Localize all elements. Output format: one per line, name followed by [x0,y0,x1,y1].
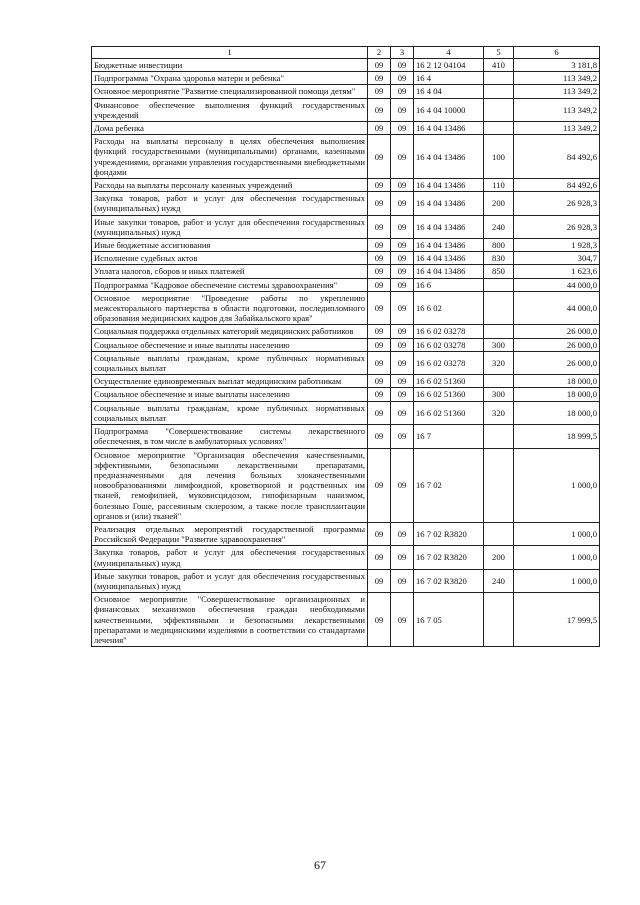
table-row [92,448,600,522]
row-name-cell: Закупка товаров, работ и услуг для обеспечения государственных (муниципальных) нужд [92,192,368,215]
header-cell-4: 4 [414,47,484,59]
header-cell-1: 1 [92,47,368,59]
row-expense-type-cell [484,325,514,338]
row-subsection-cell: 09 [391,215,414,238]
row-expense-type-cell [484,72,514,85]
row-expense-type-cell: 200 [484,546,514,569]
row-expense-type-cell [484,425,514,448]
header-cell-2: 2 [368,47,391,59]
row-name-cell: Социальные выплаты гражданам, кроме публичных нормативных социальных выплат [92,351,368,374]
row-amount-cell: 26 928,3 [514,192,600,215]
table-row [92,291,600,325]
row-section-cell: 09 [368,122,391,135]
row-amount-cell: 3 181,8 [514,59,600,72]
row-name-cell: Финансовое обеспечение выполнения функций государственных учреждений [92,98,368,121]
row-subsection-cell: 09 [391,351,414,374]
row-amount-cell: 84 492,6 [514,135,600,179]
row-target-code-cell: 16 6 02 51360 [414,388,484,401]
row-name-cell: Социальная поддержка отдельных категорий медицинских работников [92,325,368,338]
row-section-cell: 09 [368,401,391,424]
row-name-cell: Иные закупки товаров, работ и услуг для обеспечения государственных (муниципальных) нужд [92,569,368,592]
row-name-cell: Исполнение судебных актов [92,252,368,265]
header-cell-3: 3 [391,47,414,59]
row-target-code-cell: 16 4 04 13486 [414,179,484,192]
row-subsection-cell: 09 [391,98,414,121]
row-name-cell: Основное мероприятие "Совершенствование организационных и финансовых механизмов обеспечения граждан необходимыми качественными, эффективными и безопасными лекарственными препаратами и медицинскими изделиями в соответствии со стандартами лечения" [92,593,368,647]
row-name-cell: Иные закупки товаров, работ и услуг для обеспечения государственных (муниципальных) нужд [92,215,368,238]
row-amount-cell: 84 492,6 [514,179,600,192]
row-expense-type-cell [484,278,514,291]
row-target-code-cell: 16 4 04 13486 [414,135,484,179]
table-row [92,546,600,569]
table-row [92,338,600,351]
row-amount-cell: 113 349,2 [514,85,600,98]
row-subsection-cell: 09 [391,192,414,215]
row-target-code-cell: 16 4 04 13486 [414,215,484,238]
row-expense-type-cell: 800 [484,239,514,252]
row-expense-type-cell: 240 [484,215,514,238]
row-section-cell: 09 [368,98,391,121]
row-target-code-cell: 16 7 02 [414,448,484,522]
row-name-cell: Осуществление единовременных выплат медицинским работникам [92,375,368,388]
row-subsection-cell: 09 [391,85,414,98]
table-row [92,192,600,215]
header-cell-6: 6 [514,47,600,59]
table-row [92,278,600,291]
row-amount-cell: 26 000,0 [514,351,600,374]
row-target-code-cell: 16 6 02 03278 [414,351,484,374]
row-name-cell: Иные бюджетные ассигнования [92,239,368,252]
row-section-cell: 09 [368,291,391,325]
row-target-code-cell: 16 7 02 R3820 [414,569,484,592]
row-target-code-cell: 16 6 [414,278,484,291]
row-name-cell: Уплата налогов, сборов и иных платежей [92,265,368,278]
row-section-cell: 09 [368,388,391,401]
row-target-code-cell: 16 4 04 10000 [414,98,484,121]
row-expense-type-cell: 320 [484,351,514,374]
row-section-cell: 09 [368,522,391,545]
row-target-code-cell: 16 7 [414,425,484,448]
row-amount-cell: 44 000,0 [514,278,600,291]
table-row [92,265,600,278]
table-row [92,85,600,98]
table-row [92,401,600,424]
row-section-cell: 09 [368,325,391,338]
row-expense-type-cell: 830 [484,252,514,265]
table-row [92,252,600,265]
row-name-cell: Социальные выплаты гражданам, кроме публичных нормативных социальных выплат [92,401,368,424]
row-section-cell: 09 [368,546,391,569]
header-row [92,47,600,59]
table-row [92,179,600,192]
table-row [92,59,600,72]
row-name-cell: Дома ребенка [92,122,368,135]
row-section-cell: 09 [368,425,391,448]
table-row [92,135,600,179]
table-row [92,569,600,592]
row-amount-cell: 1 000,0 [514,448,600,522]
row-name-cell: Социальное обеспечение и иные выплаты населению [92,388,368,401]
table-row [92,122,600,135]
row-target-code-cell: 16 4 04 13486 [414,239,484,252]
row-expense-type-cell [484,448,514,522]
row-subsection-cell: 09 [391,179,414,192]
row-section-cell: 09 [368,593,391,647]
row-name-cell: Основное мероприятие "Проведение работы по укреплению межсекторального партнерства в области подготовки, последипломного образования медицинских кадров для Забайкальского края" [92,291,368,325]
row-subsection-cell: 09 [391,135,414,179]
row-amount-cell: 17 999,5 [514,593,600,647]
row-amount-cell: 18 000,0 [514,375,600,388]
row-section-cell: 09 [368,569,391,592]
row-name-cell: Расходы на выплаты персоналу казенных учреждений [92,179,368,192]
row-subsection-cell: 09 [391,546,414,569]
row-name-cell: Расходы на выплаты персоналу в целях обеспечения выполнения функций государственными (муниципальными) органами, казенными учреждениями, органами управления государственными внебюджетными фондами [92,135,368,179]
row-subsection-cell: 09 [391,401,414,424]
row-expense-type-cell: 850 [484,265,514,278]
row-subsection-cell: 09 [391,265,414,278]
row-target-code-cell: 16 6 02 51360 [414,401,484,424]
row-target-code-cell: 16 4 04 13486 [414,252,484,265]
table-row [92,325,600,338]
row-amount-cell: 113 349,2 [514,122,600,135]
row-subsection-cell: 09 [391,338,414,351]
page-number: 67 [314,858,326,872]
row-subsection-cell: 09 [391,59,414,72]
row-amount-cell: 304,7 [514,252,600,265]
row-target-code-cell: 16 4 04 13486 [414,122,484,135]
row-amount-cell: 26 000,0 [514,325,600,338]
table-row [92,388,600,401]
row-target-code-cell: 16 4 [414,72,484,85]
row-section-cell: 09 [368,179,391,192]
row-target-code-cell: 16 4 04 13486 [414,265,484,278]
row-expense-type-cell: 200 [484,192,514,215]
row-name-cell: Основное мероприятие "Развитие специализированной помощи детям" [92,85,368,98]
row-section-cell: 09 [368,239,391,252]
row-section-cell: 09 [368,265,391,278]
row-target-code-cell: 16 7 02 R3820 [414,522,484,545]
row-section-cell: 09 [368,338,391,351]
row-section-cell: 09 [368,85,391,98]
table-row [92,375,600,388]
row-expense-type-cell: 300 [484,388,514,401]
row-amount-cell: 1 000,0 [514,569,600,592]
budget-table-container [91,46,599,647]
table-row [92,98,600,121]
row-amount-cell: 113 349,2 [514,72,600,85]
row-name-cell: Бюджетные инвестиции [92,59,368,72]
row-name-cell: Основное мероприятие "Организация обеспечения качественными, эффективными, безопасными лекарственными препаратами, предназначенными для лечения больных злокачественными новообразованиями лимфоидной, кроветворной и родственных им тканей, гемофилией, муковисцидозом, гипофизарным нанизмом, болезнью Гоше, рассеянным склерозом, а также после трансплантации органов и (или) тканей" [92,448,368,522]
row-subsection-cell: 09 [391,522,414,545]
row-amount-cell: 18 000,0 [514,401,600,424]
row-amount-cell: 113 349,2 [514,98,600,121]
row-expense-type-cell: 320 [484,401,514,424]
row-subsection-cell: 09 [391,291,414,325]
row-expense-type-cell: 110 [484,179,514,192]
row-section-cell: 09 [368,135,391,179]
row-subsection-cell: 09 [391,569,414,592]
row-name-cell: Реализация отдельных мероприятий государственной программы Российской Федерации "Развитие здравоохранения" [92,522,368,545]
row-expense-type-cell [484,593,514,647]
row-expense-type-cell [484,375,514,388]
row-subsection-cell: 09 [391,252,414,265]
row-target-code-cell: 16 6 02 03278 [414,325,484,338]
row-name-cell: Подпрограмма "Кадровое обеспечение системы здравоохранения" [92,278,368,291]
row-target-code-cell: 16 7 05 [414,593,484,647]
row-amount-cell: 1 928,3 [514,239,600,252]
row-subsection-cell: 09 [391,448,414,522]
row-amount-cell: 26 928,3 [514,215,600,238]
row-target-code-cell: 16 4 04 13486 [414,192,484,215]
row-expense-type-cell [484,122,514,135]
row-expense-type-cell [484,291,514,325]
row-name-cell: Подпрограмма "Совершенствование системы лекарственного обеспечения, в том числе в амбулаторных условиях" [92,425,368,448]
table-row [92,593,600,647]
row-section-cell: 09 [368,448,391,522]
row-amount-cell: 26 000,0 [514,338,600,351]
row-expense-type-cell: 100 [484,135,514,179]
row-section-cell: 09 [368,72,391,85]
row-amount-cell: 1 623,6 [514,265,600,278]
row-amount-cell: 18 000,0 [514,388,600,401]
row-amount-cell: 1 000,0 [514,546,600,569]
table-row [92,522,600,545]
row-name-cell: Закупка товаров, работ и услуг для обеспечения государственных (муниципальных) нужд [92,546,368,569]
row-target-code-cell: 16 6 02 [414,291,484,325]
budget-table [91,46,600,647]
table-row [92,215,600,238]
row-expense-type-cell [484,98,514,121]
row-section-cell: 09 [368,252,391,265]
table-body [92,59,600,647]
row-expense-type-cell: 410 [484,59,514,72]
row-amount-cell: 44 000,0 [514,291,600,325]
row-subsection-cell: 09 [391,388,414,401]
row-name-cell: Социальное обеспечение и иные выплаты населению [92,338,368,351]
table-row [92,351,600,374]
row-subsection-cell: 09 [391,325,414,338]
row-subsection-cell: 09 [391,239,414,252]
row-name-cell: Подпрограмма "Охрана здоровья матери и ребенка" [92,72,368,85]
row-subsection-cell: 09 [391,593,414,647]
row-section-cell: 09 [368,351,391,374]
row-section-cell: 09 [368,59,391,72]
row-expense-type-cell: 300 [484,338,514,351]
row-expense-type-cell [484,522,514,545]
row-section-cell: 09 [368,375,391,388]
row-target-code-cell: 16 7 02 R3820 [414,546,484,569]
row-target-code-cell: 16 6 02 03278 [414,338,484,351]
table-row [92,425,600,448]
row-subsection-cell: 09 [391,425,414,448]
row-amount-cell: 1 000,0 [514,522,600,545]
row-target-code-cell: 16 6 02 51360 [414,375,484,388]
row-subsection-cell: 09 [391,122,414,135]
row-subsection-cell: 09 [391,278,414,291]
row-section-cell: 09 [368,192,391,215]
table-row [92,239,600,252]
row-section-cell: 09 [368,278,391,291]
row-expense-type-cell [484,85,514,98]
row-subsection-cell: 09 [391,72,414,85]
header-cell-5: 5 [484,47,514,59]
row-amount-cell: 18 999,5 [514,425,600,448]
row-subsection-cell: 09 [391,375,414,388]
row-target-code-cell: 16 4 04 [414,85,484,98]
row-expense-type-cell: 240 [484,569,514,592]
table-row [92,72,600,85]
row-section-cell: 09 [368,215,391,238]
row-target-code-cell: 16 2 12 04104 [414,59,484,72]
